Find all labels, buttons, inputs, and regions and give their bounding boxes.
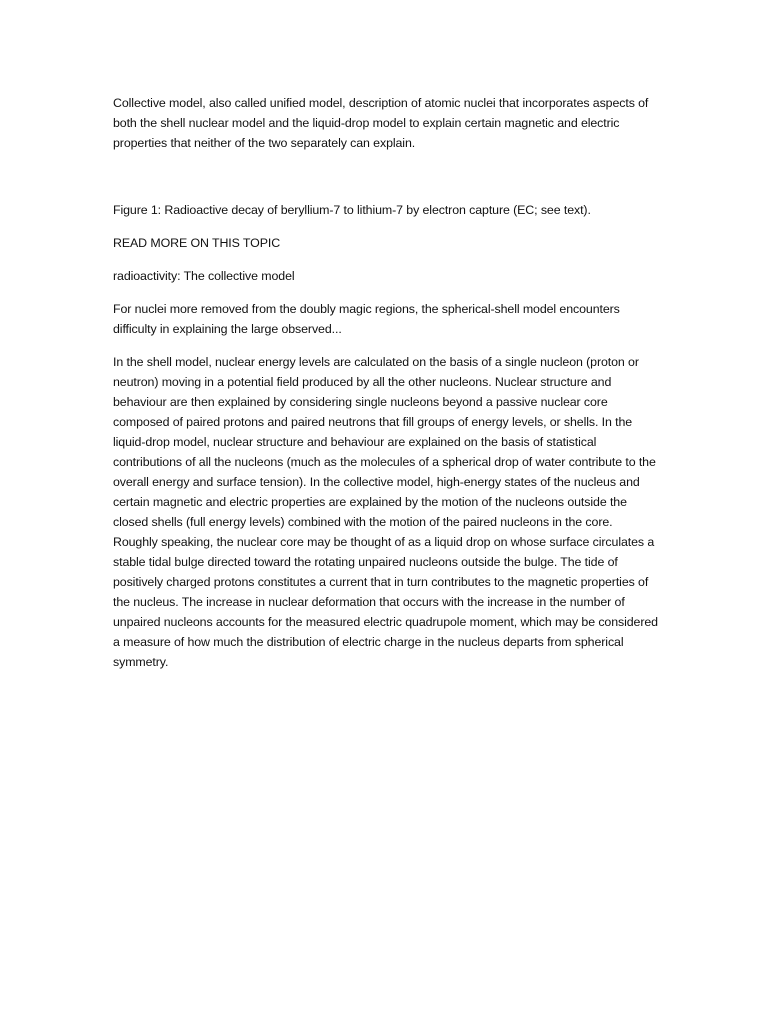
document-page	[113, 93, 658, 672]
read-more-heading: READ MORE ON THIS TOPIC	[113, 236, 281, 250]
related-topic-excerpt: For nuclei more removed from the doubly magic regions, the spherical-shell model encounters difficulty in explaining the large observed...	[113, 302, 620, 336]
related-topic-link[interactable]: radioactivity: The collective model	[113, 269, 295, 283]
figure-caption: Figure 1: Radioactive decay of beryllium-7 to lithium-7 by electron capture (EC; see text).	[113, 203, 591, 217]
intro-paragraph: Collective model, also called unified model, description of atomic nuclei that incorporates aspects of both the shell nuclear model and the liquid-drop model to explain certain magnetic and electric properties that neither of the two separately can explain.	[113, 96, 649, 150]
body-paragraph: In the shell model, nuclear energy levels are calculated on the basis of a single nucleon (proton or neutron) moving in a potential field produced by all the other nucleons. Nuclear structure and behaviour are then explained by considering single nucleons beyond a passive nuclear core composed of paired protons and paired neutrons that fill groups of energy levels, or shells. In the liquid-drop model, nuclear structure and behaviour are explained on the basis of statistical contributions of all the nucleons (much as the molecules of a spherical drop of water contribute to the overall energy and surface tension). In the collective model, high-energy states of the nucleus and certain magnetic and electric properties are explained by the motion of the nucleons outside the closed shells (full energy levels) combined with the motion of the paired nucleons in the core. Roughly speaking, the nuclear core may be thought of as a liquid drop on whose surface circulates a stable tidal bulge directed toward the rotating unpaired nucleons outside the bulge. The tide of positively charged protons constitutes a current that in turn contributes to the magnetic properties of the nucleus. The increase in nuclear deformation that occurs with the increase in the number of unpaired nucleons accounts for the measured electric quadrupole moment, which may be considered a measure of how much the distribution of electric charge in the nucleus departs from spherical symmetry.	[113, 355, 658, 669]
